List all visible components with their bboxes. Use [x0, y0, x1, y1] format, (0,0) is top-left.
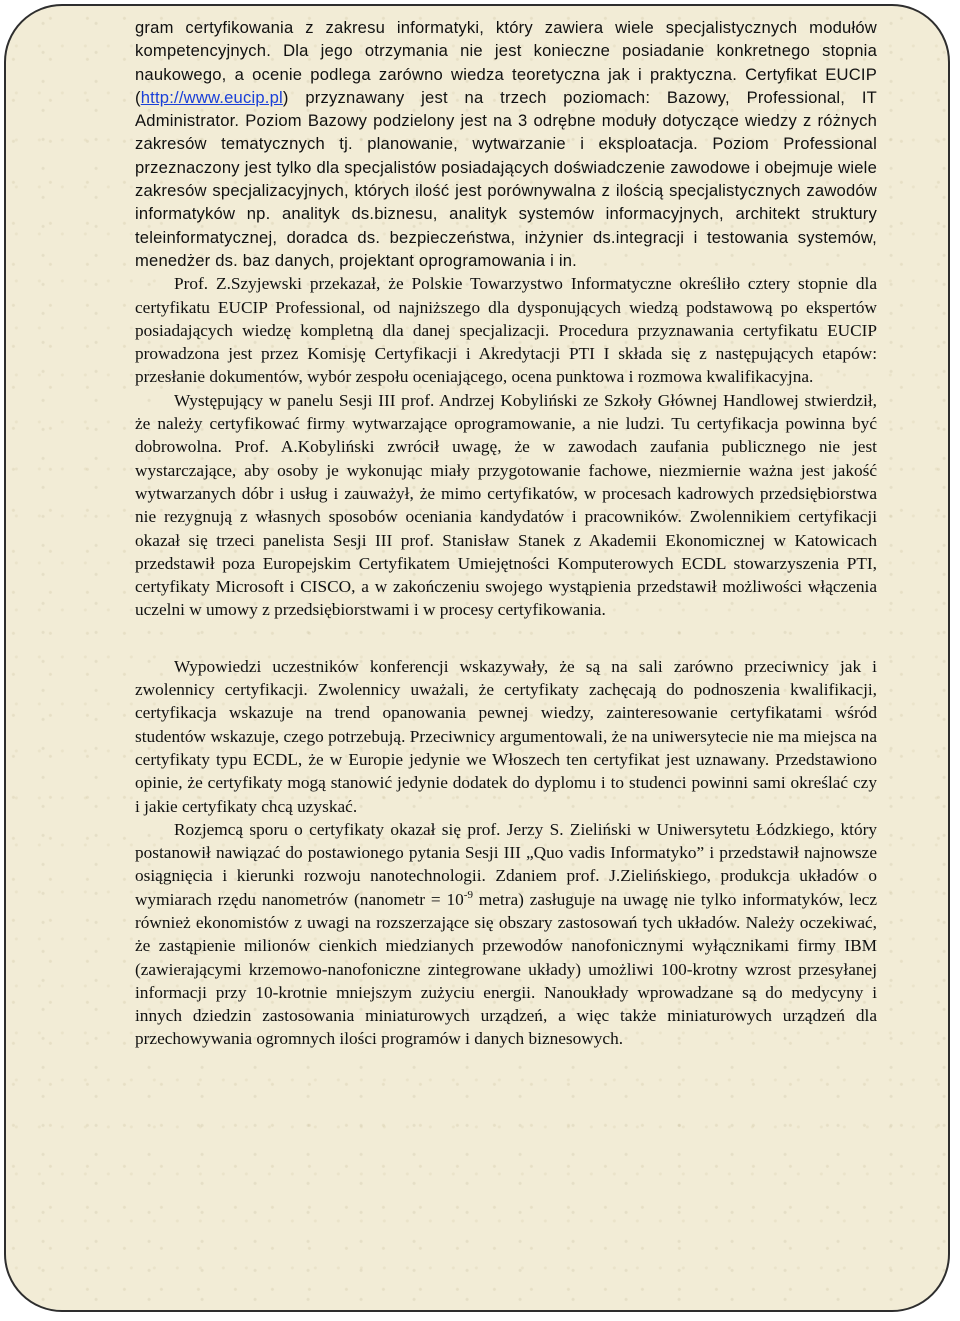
- paragraph-participants: Wypowiedzi uczestników konferencji wskazywały, że są na sali zarówno przeciwnicy jak i zwolennicy certyfikacji. Zwolennicy uważali, że certyfikaty zachęcają do podnoszenia kwalifikacji, certyfikacja wskazuje na trend opanowania pewnej wiedzy, zainteresowanie certyfikatami wśród studentów wskazuje, czego potrzebują. Przeciwnicy argumentowali, że na uniwersytecie nie ma miejsca na certyfikaty typu ECDL, że w Europie jedynie we Włoszech ten certyfikat jest uznawany. Przedstawiono opinie, że certyfikaty mogą stanowić jedynie dodatek do dyplomu i to studenci powinni sami określać czy i jakie certyfikaty chcą uzyskać.: [135, 656, 877, 816]
- eucip-link[interactable]: http://www.eucip.pl: [140, 87, 283, 107]
- exponent: -9: [463, 888, 473, 901]
- paragraph-text: metra) zasługuje na uwagę nie tylko informatyków, lecz również ekonomistów z uwagi na rozszerzające się obszary zastosowań tych układów. Należy oczekiwać, że zastąpienie milionów cienkich miedzianych przewodów nanofonicznymi wyłącznikami firmy IBM (zawierającymi krzemowo-nanofoniczne zintegrowane układy) umożliwi 100-krotny wzrost przesyłanej informacji przy 10-krotnie mniejszym zużyciu energii. Nanoukłady wprowadzane są do medycyny i innych dziedzin zastosowania miniaturowych urządzeń, a więc także miniaturowych urządzeń dla przechowywania ogromnych ilości programów i danych biznesowych.: [135, 889, 877, 1049]
- paragraph-eucip-overview: [135, 16, 877, 272]
- paragraph-szyjewski: Prof. Z.Szyjewski przekazał, że Polskie Towarzystwo Informatyczne określiło cztery stopnie dla certyfikatu EUCIP Professional, od najniższego dla dysponujących wiedzą podstawową po ekspertów posiadających wiedzę kompletną dla danej specjalizacji. Procedura przyznawania certyfikatu EUCIP prowadzona jest przez Komisję Certyfikacji i Akredytacji PTI I składa się z następujących etapów: przesłanie dokumentów, wybór zespołu oceniającego, ocena punktowa i rozmowa kwalifikacyjna.: [135, 274, 877, 387]
- paragraph-text: Rozjemcą sporu o certyfikaty okazał się prof. Jerzy S. Zieliński w Uniwersytetu Łódzkiego, który postanowił nawiązać do postawionego pytania Sesji III „Quo vadis Informatyko” i przedstawił najnowsze osiągnięcia i kierunki rozwoju nanotechnologii. Zdaniem prof. J.Zielińskiego, produkcja układów o wymiarach rzędu nanometrów (nanometr = 10: [135, 819, 877, 909]
- page-frame: [4, 4, 950, 1312]
- paragraph-kobylinski: Występujący w panelu Sesji III prof. Andrzej Kobyliński ze Szkoły Głównej Handlowej stwierdził, że należy certyfikować firmy wytwarzające oprogramowanie, a nie ludzi. Tu certyfikacja powinna być dobrowolna. Prof. A.Kobyliński zwrócił uwagę, że w zawodach zaufania publicznego nie jest wystarczające, aby osoby je wykonując miały przygotowanie fachowe, niezmiernie ważna jest jakość wytwarzanych dóbr i usług i zauważył, że mimo certyfikatów, w procesach kadrowych przedsiębiorstwa nie rezygnują z własnych sposobów oceniania kandydatów i pracowników. Zwolennikiem certyfikacji okazał się trzeci panelista Sesji III prof. Stanisław Stanek z Akademii Ekonomicznej w Katowicach przedstawił poza Europejskim Certyfikatem Umiejętności Komputerowych ECDL stowarzyszenia PTI, certyfikaty Microsoft i CISCO, a w zakończeniu swojego wystąpienia przedstawił możliwości włączenia uczelni w umowy z przedsiębiorstwami i w procesy certyfikowania.: [135, 390, 877, 620]
- paragraph-zielinski: [135, 818, 877, 1051]
- paragraph-text: ) przyznawany jest na trzech poziomach: Bazowy, Professional, IT Administrator. Poziom Bazowy podzielony jest na 3 odrębne moduły dotyczące wiedzy z różnych zakresów tematycznych tj. planowanie, wytwarzanie i eksploatacja. Poziom Professional przeznaczony jest tylko dla specjalistów posiadających doświadczenie zawodowe i obejmuje wiele zakresów specjalizacyjnych, których ilość jest porównywalna z ilością specjalistycznych zawodów informatyków np. analityk ds.biznesu, analityk systemów informacyjnych, architekt struktury teleinformatycznej, doradca ds. bezpieczeństwa, inżynier ds.integracji i testowania systemów, menedżer ds. baz danych, projektant oprogramowania i in.: [135, 87, 877, 270]
- document-body: [135, 16, 877, 1051]
- paragraph-text: gram certyfikowania z zakresu informatyki, który zawiera wiele specjalistycznych modułów kompetencyjnych. Dla jego otrzymania nie jest konieczne posiadanie konkretnego stopnia naukowego, a ocenie podlega zarówno wiedza teoretyczna jak i praktyczna. Certyfikat EUCIP (: [135, 18, 877, 107]
